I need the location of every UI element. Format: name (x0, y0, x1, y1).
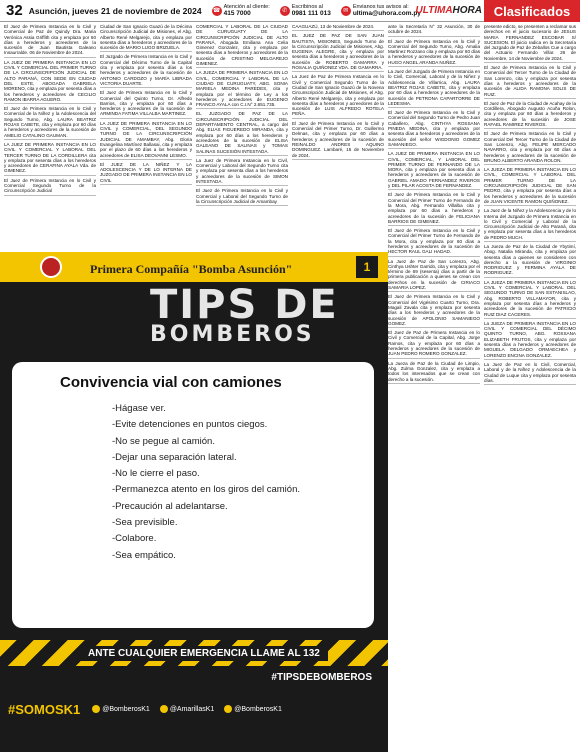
page-number: 32 (6, 2, 23, 19)
notice: LA JUEZA DE PRIMERA INSTANCIA EN LO CIVIL, COMERCIAL Y LABORAL DEL PRIMER TURNO DE LA CIRCUNSCRIPCIÓN JUDICIAL DE SAN PEDRO, cita y emplaza por sesenta días a los herederos y acreedores de la sucesión de JUAN VICENTE RAMON QUIÑONEZ. (484, 167, 576, 206)
notice: El Juez de Primera Instancia en lo Civil y Comercial de la Niñez y la Adolescencia del Segundo Turno, Abg. LAURA BEATRIZ ROJAS CABETE, cita y emplaza por 60 días a herederos y acreedores de la sucesión de AMELIO CATALINO GAUMAN. (4, 106, 96, 140)
firefighters-ad (0, 252, 388, 752)
contact-phone: ☎ Atención al cliente: 415 7000 (212, 4, 270, 17)
notice: El Juez de Primera Instancia en lo Civil y Comercial Segundo Turno de la Circunscripción Judicial (4, 178, 96, 196)
ad-title-line1: TIPS DE (150, 282, 339, 328)
tip-item: -Permanezca atento en los giros del camión. (112, 484, 300, 496)
notice: LA JUEZA DE PRIMERA INSTANCIA EN LO CIVIL, COMERCIAL Y LABORAL DE LA CIUDAD DE CURUGUATY, ABG. SONIA MARIELA MEDINA PAREDES, cita y emplaza por el término de Ley a los herederos y acreedores de EUGENIO FRANCO AYALA con C.I.N° 2.651.735. (196, 70, 288, 109)
notice: La JUEZA DE PRIMERA INSTANCIA EN LO CIVIL Y COMERCIAL DEL DÉCIMO QUINTO TURNO, ABG. ROSSANA ELIZABETH FRUTOS, cita y emplaza por sesenta días a herederos y acreedores de MIGUELA DELGADO ORMAECHEA y LORENZO ENCINA GONZALEZ. (484, 321, 576, 360)
column-2 (100, 24, 192, 252)
notice: El Juez de Primera Instancia en lo Civil y Comercial del Quinto Turno, Dr. Alfredo Barrios, cita y emplaza por 60 días a herederos y acreedores de la sucesión de ARMINDA FATIMA VILLALBA MARTINEZ. (100, 90, 192, 118)
instagram-icon (224, 705, 232, 713)
notice: LA JUEZ DE PRIMERA INSTANCIA EN LO CIVIL Y COMERCIAL Y LABORAL DEL TERCER TURNO DE LA CORDILLERA cita y emplaza por sesenta días a los herederos y acreedores de CERAFINA AYALA Vda. de GIMENEZ. (4, 142, 96, 176)
contact-email: ✉ Envianos tus avisos al: ultima@uhora.com.py (341, 4, 421, 17)
social-handle: @BomberosK1 (224, 705, 282, 713)
page-header (0, 0, 580, 22)
notice: El Juez de Primera Instancia en lo Civil y Comercial del Primer Turno, Dr. Guillermo Delmas, cita y emplaza por 60 días a herederos y acreedores de la sucesión de REINALDO ANDRES AQUINO DOMINGUEZ. Lambaré, 15 de Noviembre de 2024. (292, 121, 384, 160)
notice: El Juez de Primera Instancia en lo Civil y Comercial del Vigésimo Cuarto Turno, Dra. Magali Zavala cita y emplaza por sesenta días a los herederos y acreedores de la sucesión de APOLONIO SAMANIEGO GOMEZ. (388, 294, 480, 328)
tip-item: -Sea previsible. (112, 517, 178, 529)
tip-item: -Precaución al adelantarse. (112, 500, 228, 512)
notice: EL JUEZ DE PAZ DE SAN JUAN BAUTISTA, MISIONES, Segundo Turno de la Circunscripción Judicial de Misiones, Abg. EUGENIA ALEGRE, cita y emplaza por sesenta días a herederos y acreedores de la sucesión de ROBERTO GAMARRA y ROSALIA QUIÑONEZ VDA. DE GAMARRA. (292, 33, 384, 72)
notice: La Juez de Paz de San Lorenzo, Abg. Cinthya Ushter Garrido, cita y emplaza por el término de 69 (sesenta) días a partir de la primera publicación a quienes se crean con derechos en la sucesión de CIRIACO SAMARIA LOPEZ. (388, 259, 480, 293)
notice: LA JUEZA DE PRIMERA INSTANCIA EN LO CIVIL Y COMERCIAL Y LABORAL DEL SEGUNDO TURNO DE SAN ESTANISLAO, Abg. ROBERTO VILLAMAYOR, cita y emplaza por sesenta días a herederos y acreedores de la sucesión de PATRICIO RUIZ DIAZ CACERES. (484, 280, 576, 319)
notice: ante la Secretaría N° 32 Asunción, 30 de octubre de 2024. (388, 24, 480, 37)
tip-item: -No le cierre el paso. (112, 468, 200, 480)
column-1 (4, 24, 96, 252)
notice: EL JUZGADO DE PAZ DE LA CIRCUNSCRIPCIÓN JUDICIAL DEL DEPARTAMENTO CENTRAL, a cargo del Abg. ELIAS FIGUEREDO MIRANDA, cita y emplaza por 60 días a los herederos y acreedores de la sucesión de ELISA GALEANO DE SALINAS y TOMAS SALINAS SUCESIÓN INTESTADA. (196, 111, 288, 155)
notice: La Jueza de Paz de la Ciudad de Limpio, Abg. Zulma Gonzalez, cita y emplaza a todos los interesados que se crean con derecho a la sucesión. (388, 361, 480, 384)
tips-card (12, 362, 374, 628)
tip-item: -Colabore. (112, 533, 157, 545)
tip-item: -Hágase ver. (112, 403, 166, 414)
notice: La Juez de Primera Instancia en lo Civil, Comercial y Laboral del Segundo Turno cita y emplaza por sesenta días a los herederos y acreedores de la sucesión de SIMON INTESTADA. (196, 158, 288, 186)
notice: La Juez de Paz en lo Civil, Comercial, Laboral y de la Niñez y Adolescencia de la Ciudad de Luque cita y emplaza por sesenta días. (484, 362, 576, 385)
column-4 (292, 24, 384, 252)
tips-card-title: Convivencia vial con camiones (60, 374, 282, 391)
twitter-icon (160, 705, 168, 713)
notice: El Juzgado de Primera Instancia en lo Civil y Comercial del Décimo Turno de la Capital cita y emplaza por sesenta días a los herederos y acreedores de la sucesión de ANTONIO CARDOZO y MARÍA LIBRADA VICTORIA DUARTE. (100, 54, 192, 88)
brand-logo: ULTIMAHORA (415, 5, 482, 16)
column-3 (196, 24, 288, 252)
notice: El Juez de Primera Instancia en lo Civil y Comercial del Tercer Turno de la Ciudad de San Lorenzo, cita y emplaza por sesenta días a herederos y acreedores de la sucesión de ALIDA RAMONA SOLIS DE RUIZ. (484, 65, 576, 99)
notice: La Juez de Paz de Primera Instancia en lo Civil y Comercial Segundo Turno de la Ciudad de San Ignacio Guazú de la Novena Circunscripción Judicial de Misiones, el Abg. Alberto René Melgarejo, cita y emplaza por sesenta días a herederos y acreedores de la sucesión de LUIS ALFREDO ROTELA PEÑA. (292, 74, 384, 118)
notice: El Juez de Primera Instancia en lo Civil y Comercial del Primer Turno de Fernando de la Mora, cita y emplaza por 60 días a herederos y acreedores de la sucesión de HECTOR RAUL GALI HADAD. (388, 228, 480, 256)
section-title: Clasificados (484, 0, 580, 22)
notice: El Juez de Paz de Primera Instancia en lo Civil y Comercial de la Capital, Abg. Jorge Ramos, cita y emplaza por 60 días a herederos y acreedores de la sucesión de JUAN PEDRO ROMERO GONZALEZ. (388, 330, 480, 358)
ad-title-line2: BOMBEROS (150, 322, 315, 347)
notice: presente edicto, se presenten a reclamar sus derechos en el juicio sucesorio de JESUS MARIA FERNANDEZ ESCOBAR S/ SUCESION. El juicio radica en la Secretaría del Juzgado de Paz de Zeballos Cue a cargo del Actuario Fernando Villar. 26 de Noviembre, 14 de Noviembre de 2024. (484, 24, 576, 63)
fire-company-seal-icon (40, 256, 62, 278)
contact-whatsapp: ✆ Escribinos al 0981 111 013 (280, 4, 331, 17)
social-bar (0, 696, 388, 722)
phone-icon: ☎ (212, 7, 221, 14)
notice: La Jueza de Paz de la Ciudad de Ybytimí, Abog. Natalia Miranda, cita y emplaza por sesenta días a quienes se consideren con derecho a la sucesión de VIRGINIO RODRIGUEZ y FERMINA AYALA DE RODRIGUEZ. (484, 244, 576, 278)
notice: LA JUEZ DE PRIMERA INSTANCIA EN LO CIVIL, COMERCIAL, Y LABORAL DEL PRIMER TURNO DE FERNANDO DE LA MORA, cita y emplaza por sesenta días a herederos y acreedores de la sucesión de GABRIEL AMADO FERNANDEZ RIVEROS y DEL PILAR ACOSTA DE FERNANDEZ. (388, 151, 480, 190)
tip-item: -Dejar una separación lateral. (112, 451, 237, 463)
notice: Ciudad de San Ignacio Guazú de la Décima Circunscripción Judicial de Misiones, el Abg. Alberto René Melgarejo, cita y emplaza por sesenta días a herederos y acreedores de la sucesión de MARIO LUGO BRIZUELA. (100, 24, 192, 52)
whatsapp-icon: ✆ (280, 6, 290, 16)
tip-item: -Sea empático. (112, 549, 176, 561)
k1-logo-icon: 1 (356, 256, 378, 278)
social-handle: @BomberosK1 (92, 705, 150, 713)
notice: El Juez de Paz de la Ciudad de Acahay de la Cordillera, Abogado Augusto Acuña Rolon, cita y emplaza por 60 días a herederos y acreedores de la sucesión de JOSE RAFAEL RAMIREZ RIVEROS. (484, 101, 576, 129)
notice: El Juez de Primera Instancia en lo Civil y Comercial Del Tercer Turno de la Ciudad de San Lorenzo, Abg. FELIPE MERCADO NAVARRO, cita y emplaza por 60 días a herederos y acreedores de la sucesión de BRUNO ALBERTO ARANDA ROLON. (484, 131, 576, 165)
page-date: Asunción, jueves 21 de noviembre de 2024 (28, 5, 202, 16)
tip-item: -Evite detenciones en puntos ciegos. (112, 419, 268, 431)
notice: El Juez de Primera Instancia en lo Civil y Comercial del Primer Turno de Fernando de la Mora, Abg. Fernando Villalba cita y emplaza por 60 días a herederos y acreedores de la sucesión de FELICIANA BARRIOS DE GIMENEZ. (388, 192, 480, 226)
ad-company-name: Primera Compañía "Bomba Asunción" (90, 262, 293, 276)
column-6 (484, 24, 576, 752)
facebook-icon (92, 705, 100, 713)
ad-hashtag: #TIPSDEBOMBEROS (271, 672, 372, 683)
notice: El Juez de Primera Instancia en lo Civil y Comercial de Paz de Quindy Dra. Maria Verónica Assia Griffith cita y emplaza por 60 días a herederos y acreedores de la sucesión de Juan Bautista Galeano Insaurralde. 06 de Noviembre de 2024. (4, 24, 96, 58)
notice: LA JUEZ DE PRIMERA INSTANCIA EN LO CIVIL Y COMERCIAL DEL PRIMER TURNO DE LA CIRCUNSCRIPCIÓN JUDICIAL DE ALTO PARANÁ, CON SEDE EN CIUDAD DEL ESTE, ABOGADA GABRIELA MORENO, cita y emplaza por sesenta días a los herederos y acreedores de CECILIO RAMON IBARRA AGUERO. (4, 60, 96, 104)
notice: CAAGUAZÚ, 13 de Noviembre de 2024. (292, 24, 384, 31)
notice: La Juez de la Niñez y la Adolescencia y de lo Interna del Juzgado de Primera Instancia en lo Civil y Comercial y Laboral de la Circunscripción Judicial de Alto Paraná, cita y emplaza por sesenta días a los herederos de PEDRO MUCH. (484, 208, 576, 242)
tip-item: -No se pegue al camión. (112, 435, 215, 447)
emergency-line: ANTE CUALQUIER EMERGENCIA LLAME AL 132 (80, 646, 328, 661)
notice: La Juez del Juzgado de Primera Instancia en lo Civil, Comercial, Laboral y de la Niñez y Adolescencia de Villarrica, Abg. LAURA BEATRIZ ROJAS CABETE, cita y emplaza por 60 días a herederos y acreedores de la sucesión de PETRONA CAPARTORRE DE LEDESMA. (388, 69, 480, 108)
tips-list (12, 391, 374, 564)
notice: LA JUEZ DE PRIMERA INSTANCIA EN LO CIVIL y COMERCIAL, DEL SEGUNDO TURNO DE LA CIRCUNSCRIPCIÓN JUDICIAL DE AMAMBAY, Abg. Gloria Evangelina Martínez Ballasai, cita y emplaza por el plazo de 60 días a los herederos y acreedores de ELISA DEOVANNI LESMO. (100, 121, 192, 160)
notice: El Juez de Primera Instancia en lo Civil y Comercial y Laboral del Segundo Turno de la Circunscripción Judicial de Amambay (196, 188, 288, 206)
social-handle: @AmarillasK1 (160, 705, 214, 713)
notice: El Juez de Primera Instancia en lo Civil y Comercial del Segundo Turno, Abg. Amalia Martinez Rozzano cita y emplaza por 60 días a herederos y acreedores de la sucesión de HUGO ANGEL ARANDA NUÑEZ. (388, 39, 480, 67)
notice: El JUEZ DE LA NIÑEZ Y LA ADOLESCENCIA Y DE LO INTERNA DE JUZGADO DE PRIMERA INSTANCIA EN LO CIVIL (100, 162, 192, 185)
email-icon: ✉ (341, 6, 351, 16)
somos-hashtag: #SOMOSK1 (8, 701, 81, 717)
notice: COMERCIAL Y LABORAL DE LA CIUDAD DE CURUGUATY DE LA CIRCUNSCRIPCIÓN JUDICIAL DE ALTO PARANÁ, Abogada Emiliana Ana Celia Gimenez Gonzalez, cita y emplaza por sesenta días a herederos y acreedores de la sucesión de CRISTINO MELGAREJO GIMENEZ. (196, 24, 288, 68)
column-5 (388, 24, 480, 752)
notice: El Juez de Primera Instancia en lo Civil y Comercial del Segundo Turno de Pedro Juan Caballero, Abg. CINTHYA ROSSANA PINEDA MEDINA, cita y emplaza por sesenta días a herederos y acreedores de la sucesión del señor WIGDONIO GOMEZ SAMANIEGO. (388, 110, 480, 149)
